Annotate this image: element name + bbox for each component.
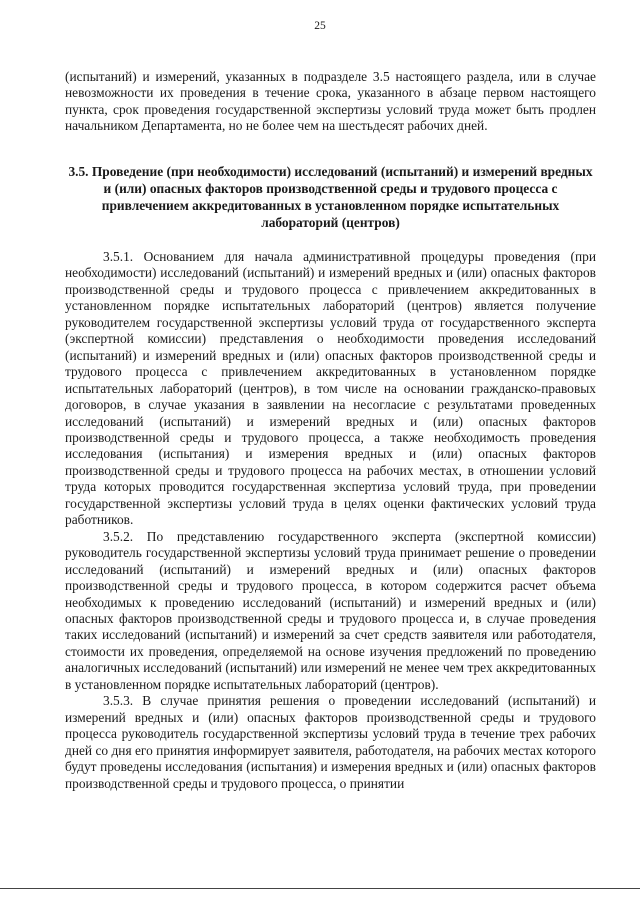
page-number: 25	[314, 20, 326, 32]
section-heading: 3.5. Проведение (при необходимости) исследований (испытаний) и измерений вредных и (или) опасных факторов производственной среды и трудового процесса с привлечением аккредитованных в установленном порядке испытательных лабораторий (центров)	[68, 164, 593, 230]
bottom-divider	[0, 888, 640, 889]
paragraph-3-5-2: 3.5.2. По представлению государственного эксперта (экспертной комиссии) руководитель государственной экспертизы условий труда принимает решение о проведении исследований (испытаний) и измерений вредных и (или) опасных факторов производственной среды и трудового процесса, в котором содержится расчет объема необходимых к проведению исследований (испытаний) и измерений вредных и (или) опасных факторов производственной среды и трудового процесса и, в случае проведения таких исследований (испытаний) и измерений за счет средств заявителя или работодателя, стоимости их проведения, определяемой на основе изучения предложений по проведению аналогичных исследований (испытаний) или измерений не менее чем трех аккредитованных в установленном порядке испытательных лабораторий (центров).	[65, 528, 596, 692]
paragraph-3-5-1: 3.5.1. Основанием для начала административной процедуры проведения (при необходимости) исследований (испытаний) и измерений вредных и (или) опасных факторов производственной среды и трудового процесса с привлечением аккредитованных в установленном порядке испытательных лабораторий (центров) является получение руководителем государственной экспертизы условий труда от государственного эксперта (экспертной комиссии) представления о необходимости проведения исследований (испытаний) и измерений вредных и (или) опасных факторов производственной среды и трудового процесса с привлечением аккредитованных в установленном порядке испытательных лабораторий (центров), в том числе на основании гражданско-правовых договоров, в случае указания в заявлении на несогласие с результатами проведенных исследований (испытаний) и измерений вредных и (или) опасных факторов производственной среды и трудового процесса, а также необходимость проведения исследования (испытания) и измерения вредных и (или) опасных факторов производственной среды и трудового процесса на рабочих местах, в отношении условий труда которых проводится государственная экспертиза условий труда, при проведении государственной экспертизы условий труда в целях оценки фактических условий труда работников.	[65, 249, 596, 528]
lead-paragraph: (испытаний) и измерений, указанных в подразделе 3.5 настоящего раздела, или в случае невозможности их проведения в течение срока, указанного в абзаце первом настоящего пункта, срок проведения государственной экспертизы условий труда может быть продлен начальником Департамента, но не более чем на шестьдесят рабочих дней.	[65, 69, 596, 134]
section-body	[65, 249, 596, 792]
paragraph-3-5-3: 3.5.3. В случае принятия решения о проведении исследований (испытаний) и измерений вредных и (или) опасных факторов производственной среды и трудового процесса руководитель государственной экспертизы условий труда в течение трех рабочих дней со дня его принятия информирует заявителя, работодателя, на рабочих местах которого будут проведены исследования (испытания) и измерения вредных и (или) опасных факторов производственной среды и трудового процесса, о принятии	[65, 693, 596, 791]
